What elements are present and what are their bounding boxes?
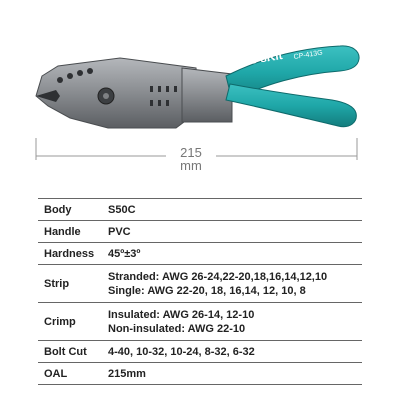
spec-value-line: PVC: [108, 225, 131, 238]
spec-value: [104, 265, 362, 303]
pivot-bolt-center: [103, 93, 109, 99]
spec-label: Body: [38, 199, 104, 221]
spec-row-body: [38, 199, 362, 221]
spec-label: Hardness: [38, 243, 104, 265]
spec-value: [104, 221, 362, 243]
strip-hole-5: [150, 100, 153, 106]
strip-hole-1: [150, 86, 153, 92]
spec-value-line: Insulated: AWG 26-14, 12-10: [108, 308, 255, 321]
strip-hole-2: [158, 86, 161, 92]
spec-value-line: Stranded: AWG 26-24,22-20,18,16,14,12,10: [108, 270, 328, 283]
dimension-value: 215: [180, 145, 202, 160]
spec-value: [104, 243, 362, 265]
spec-row-oal: [38, 363, 362, 385]
spec-row-strip: [38, 265, 362, 303]
spec-label: Handle: [38, 221, 104, 243]
crimp-hole-2: [67, 73, 73, 79]
dimension-unit: mm: [180, 158, 202, 173]
spec-value-line: 4-40, 10-32, 10-24, 8-32, 6-32: [108, 345, 255, 358]
spec-value: [104, 303, 362, 341]
spec-row-hardness: [38, 243, 362, 265]
crimp-hole-1: [57, 77, 63, 83]
spec-label: Bolt Cut: [38, 341, 104, 363]
spec-value-line: 215mm: [108, 367, 146, 380]
spec-label: Crimp: [38, 303, 104, 341]
spec-value-line: Single: AWG 22-20, 18, 16,14, 12, 10, 8: [108, 284, 306, 297]
spec-value-line: 45º±3º: [108, 247, 141, 260]
strip-hole-4: [174, 86, 177, 92]
spec-table: [38, 198, 362, 385]
crimping-tool-image: [36, 46, 359, 128]
model-label: CP-413G: [293, 49, 324, 61]
brand-label: Pro'sKit: [236, 48, 284, 69]
crimp-hole-4: [87, 68, 93, 74]
strip-hole-3: [166, 86, 169, 92]
tool-jaw-head: [36, 58, 200, 128]
spec-label: OAL: [38, 363, 104, 385]
spec-row-handle: [38, 221, 362, 243]
spec-value-line: Non-insulated: AWG 22-10: [108, 322, 246, 335]
spec-value: [104, 341, 362, 363]
spec-value: [104, 363, 362, 385]
crimp-hole-3: [77, 70, 83, 76]
strip-hole-7: [166, 100, 169, 106]
strip-hole-6: [158, 100, 161, 106]
tool-shank: [182, 68, 232, 122]
spec-label: Strip: [38, 265, 104, 303]
spec-value: [104, 199, 362, 221]
spec-row-bolt-cut: [38, 341, 362, 363]
spec-table-body: [38, 199, 362, 385]
spec-value-line: S50C: [108, 203, 136, 216]
spec-row-crimp: [38, 303, 362, 341]
tool-lower-handle: [226, 84, 356, 127]
dimension-label: [168, 146, 214, 172]
